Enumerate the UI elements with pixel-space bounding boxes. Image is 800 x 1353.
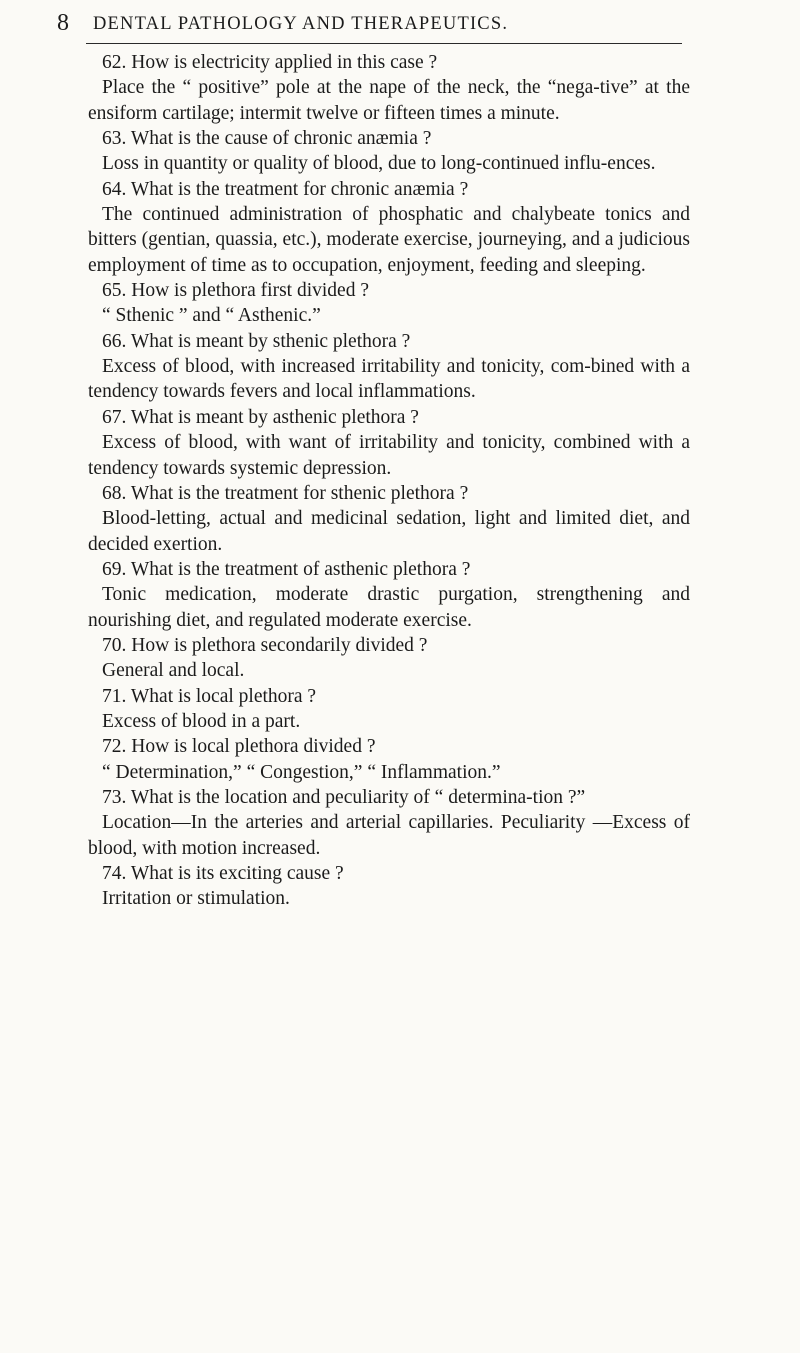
question: 65. How is plethora first divided ?	[102, 280, 369, 302]
page-number: 8	[57, 10, 69, 36]
question: 64. What is the treatment for chronic anæmia ?	[102, 178, 469, 200]
question: 71. What is local plethora ?	[102, 685, 317, 707]
answer: Location—In the arteries and arterial capillaries. Peculiarity —Excess of blood, with motion increased.	[88, 812, 690, 859]
answer: Tonic medication, moderate drastic purgation, strengthening and nourishing diet, and regulated moderate exercise.	[88, 584, 690, 631]
question: 69. What is the treatment of asthenic plethora ?	[102, 558, 471, 580]
answer: Excess of blood, with increased irritability and tonicity, com-bined with a tendency towards fevers and local inflammations.	[88, 356, 690, 403]
answer: “ Determination,” “ Congestion,” “ Inflammation.”	[102, 761, 501, 783]
running-title: DENTAL PATHOLOGY AND THERAPEUTICS.	[93, 14, 509, 34]
header-rule	[86, 43, 682, 44]
answer: Blood-letting, actual and medicinal sedation, light and limited diet, and decided exertion.	[88, 508, 690, 555]
running-head	[0, 8, 800, 38]
answer: Excess of blood in a part.	[102, 710, 301, 732]
answer: Irritation or stimulation.	[102, 888, 290, 910]
question: 66. What is meant by sthenic plethora ?	[102, 330, 411, 352]
answer: Loss in quantity or quality of blood, due to long-continued influ-ences.	[102, 153, 656, 175]
answer: Excess of blood, with want of irritability and tonicity, combined with a tendency towards systemic depression.	[88, 432, 690, 479]
question: 63. What is the cause of chronic anæmia ?	[102, 128, 432, 150]
question: 70. How is plethora secondarily divided ?	[102, 634, 428, 656]
answer: Place the “ positive” pole at the nape of the neck, the “nega-tive” at the ensiform cartilage; intermit twelve or fifteen times a minute.	[88, 77, 690, 124]
question: 68. What is the treatment for sthenic plethora ?	[102, 482, 469, 504]
answer: General and local.	[102, 660, 245, 682]
question: 73. What is the location and peculiarity of “ determina-tion ?”	[102, 786, 586, 808]
answer: “ Sthenic ” and “ Asthenic.”	[102, 305, 321, 327]
question: 74. What is its exciting cause ?	[102, 863, 344, 884]
qa-text	[88, 50, 690, 912]
question: 62. How is electricity applied in this case ?	[102, 52, 438, 73]
answer: The continued administration of phosphatic and chalybeate tonics and bitters (gentian, quassia, etc.), moderate exercise, journeying, and a judicious employment of time as to occupation, enjoyment, feeding and sleeping.	[88, 204, 690, 276]
question: 67. What is meant by asthenic plethora ?	[102, 406, 419, 428]
question: 72. How is local plethora divided ?	[102, 736, 376, 758]
